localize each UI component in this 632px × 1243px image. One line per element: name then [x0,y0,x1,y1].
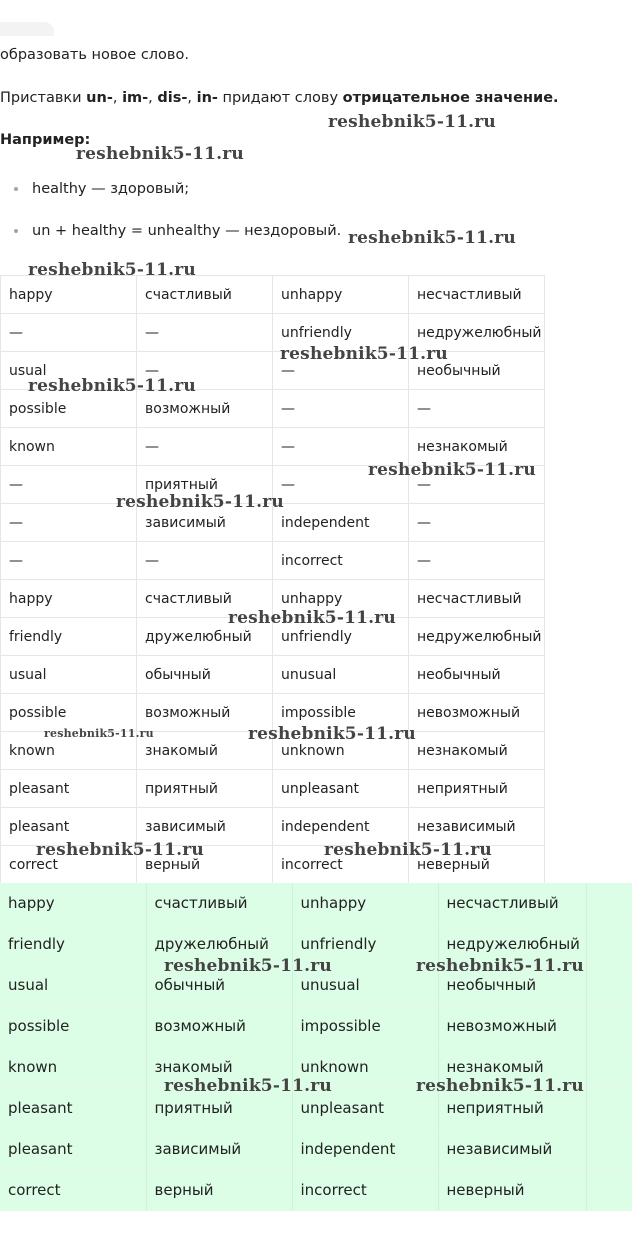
table-cell: верный [137,846,273,884]
table-cell: usual [0,965,146,1006]
table-cell: pleasant [1,770,137,808]
table-cell: independent [273,504,409,542]
intro-line: образовать новое слово. [0,47,189,63]
table-cell: known [0,1047,146,1088]
table-cell: usual [1,352,137,390]
table-cell: correct [1,846,137,884]
table-cell: обычный [146,965,292,1006]
watermark: reshebnik5-11.ru [36,840,204,860]
watermark: reshebnik5-11.ru [248,724,416,744]
table-cell: usual [1,656,137,694]
table-cell-empty [586,965,632,1006]
table-cell-empty [586,1047,632,1088]
table-cell: — [409,466,545,504]
watermark: reshebnik5-11.ru [324,840,492,860]
table-cell: приятный [137,770,273,808]
table-cell: unknown [273,732,409,770]
table-cell: независимый [409,808,545,846]
table-row [0,883,632,924]
watermark: reshebnik5-11.ru [28,376,196,396]
table-cell: зависимый [146,1129,292,1170]
table-cell: unknown [292,1047,438,1088]
word-table-final [0,883,632,1211]
table-cell: необычный [409,656,545,694]
table-cell: possible [1,694,137,732]
bullet-dot [14,229,18,233]
table-cell: unfriendly [273,314,409,352]
table-cell-empty [586,1088,632,1129]
table-cell: возможный [146,1006,292,1047]
table-cell: incorrect [273,846,409,884]
table-cell: impossible [273,694,409,732]
table-cell: неверный [438,1170,586,1211]
table-cell: невозможный [438,1006,586,1047]
table-cell: friendly [0,924,146,965]
example-label: Например: [0,132,91,148]
table-cell: возможный [137,694,273,732]
table-cell: — [137,352,273,390]
table-cell: — [1,314,137,352]
table-cell: незнакомый [409,732,545,770]
table-cell-empty [586,1006,632,1047]
table-cell: incorrect [273,542,409,580]
table-cell: unpleasant [273,770,409,808]
table-cell: happy [1,276,137,314]
table-cell: неприятный [438,1088,586,1129]
table-cell: pleasant [0,1088,146,1129]
table-row [1,770,545,808]
table-cell: — [273,428,409,466]
table-row [0,1170,632,1211]
table-cell: independent [273,808,409,846]
table-cell: independent [292,1129,438,1170]
watermark: reshebnik5-11.ru [116,492,284,512]
table-cell: счастливый [146,883,292,924]
table-cell: счастливый [137,580,273,618]
table-cell: known [1,732,137,770]
table-row [1,656,545,694]
watermark: reshebnik5-11.ru [228,608,396,628]
table-cell: незнакомый [438,1047,586,1088]
watermark: reshebnik5-11.ru [28,260,196,280]
list-item: un + healthy = unhealthy — нездоровый. [14,221,341,241]
table-cell: — [273,390,409,428]
watermark: reshebnik5-11.ru [416,1076,584,1096]
table-cell: — [1,542,137,580]
table-cell: — [409,504,545,542]
table-cell: зависимый [137,504,273,542]
table-cell: pleasant [0,1129,146,1170]
table-cell-empty [586,883,632,924]
table-cell: обычный [137,656,273,694]
table-cell: дружелюбный [137,618,273,656]
table-cell: приятный [146,1088,292,1129]
table-cell: верный [146,1170,292,1211]
table-cell: possible [1,390,137,428]
watermark: reshebnik5-11.ru [348,228,516,248]
table-cell: unhappy [292,883,438,924]
table-cell: знакомый [146,1047,292,1088]
table-cell: — [137,542,273,580]
table-cell: — [137,314,273,352]
table-cell: возможный [137,390,273,428]
table-cell: зависимый [137,808,273,846]
table-cell: — [273,352,409,390]
table-cell: счастливый [137,276,273,314]
table-cell-empty [586,1129,632,1170]
table-row [1,314,545,352]
table-cell: happy [1,580,137,618]
table-cell-empty [586,924,632,965]
table-cell: — [409,390,545,428]
watermark: reshebnik5-11.ru [164,1076,332,1096]
prefix-sentence: Приставки un-, im-, dis-, in- придают слову отрицательное значение. [0,90,559,106]
watermark: reshebnik5-11.ru [164,956,332,976]
watermark: reshebnik5-11.ru [280,344,448,364]
table-cell: невозможный [409,694,545,732]
table-cell: friendly [1,618,137,656]
table-cell: — [137,428,273,466]
table-cell: unfriendly [292,924,438,965]
table-row [1,542,545,580]
bullet-dot [14,187,18,191]
table-row [0,1006,632,1047]
table-cell: знакомый [137,732,273,770]
table-cell: known [1,428,137,466]
table-cell: дружелюбный [146,924,292,965]
table-cell: необычный [438,965,586,1006]
table-row [0,1129,632,1170]
table-cell: недружелюбный [409,314,545,352]
table-cell: happy [0,883,146,924]
table-cell-empty [586,1170,632,1211]
table-cell: несчастливый [409,276,545,314]
table-cell: несчастливый [409,580,545,618]
table-cell: unhappy [273,580,409,618]
table-cell: pleasant [1,808,137,846]
watermark: reshebnik5-11.ru [328,112,496,132]
table-cell: неприятный [409,770,545,808]
table-cell: приятный [137,466,273,504]
table-cell: unfriendly [273,618,409,656]
table-cell: незнакомый [409,428,545,466]
table-cell: — [1,504,137,542]
table-cell: incorrect [292,1170,438,1211]
word-table-draft [0,275,545,884]
table-cell: недружелюбный [409,618,545,656]
table-cell: — [273,466,409,504]
table-cell: — [409,542,545,580]
table-cell: unusual [292,965,438,1006]
table-cell: несчастливый [438,883,586,924]
table-cell: unhappy [273,276,409,314]
table-cell: possible [0,1006,146,1047]
table-cell: unusual [273,656,409,694]
watermark: reshebnik5-11.ru [44,727,154,740]
table-row [1,276,545,314]
table-cell: необычный [409,352,545,390]
watermark: reshebnik5-11.ru [368,460,536,480]
table-cell: независимый [438,1129,586,1170]
watermark: reshebnik5-11.ru [76,144,244,164]
header-fragment [0,22,54,36]
watermark: reshebnik5-11.ru [416,956,584,976]
table-cell: correct [0,1170,146,1211]
table-cell: недружелюбный [438,924,586,965]
table-cell: unpleasant [292,1088,438,1129]
list-item: healthy — здоровый; [14,179,189,199]
table-cell: неверный [409,846,545,884]
table-cell: impossible [292,1006,438,1047]
table-cell: — [1,466,137,504]
